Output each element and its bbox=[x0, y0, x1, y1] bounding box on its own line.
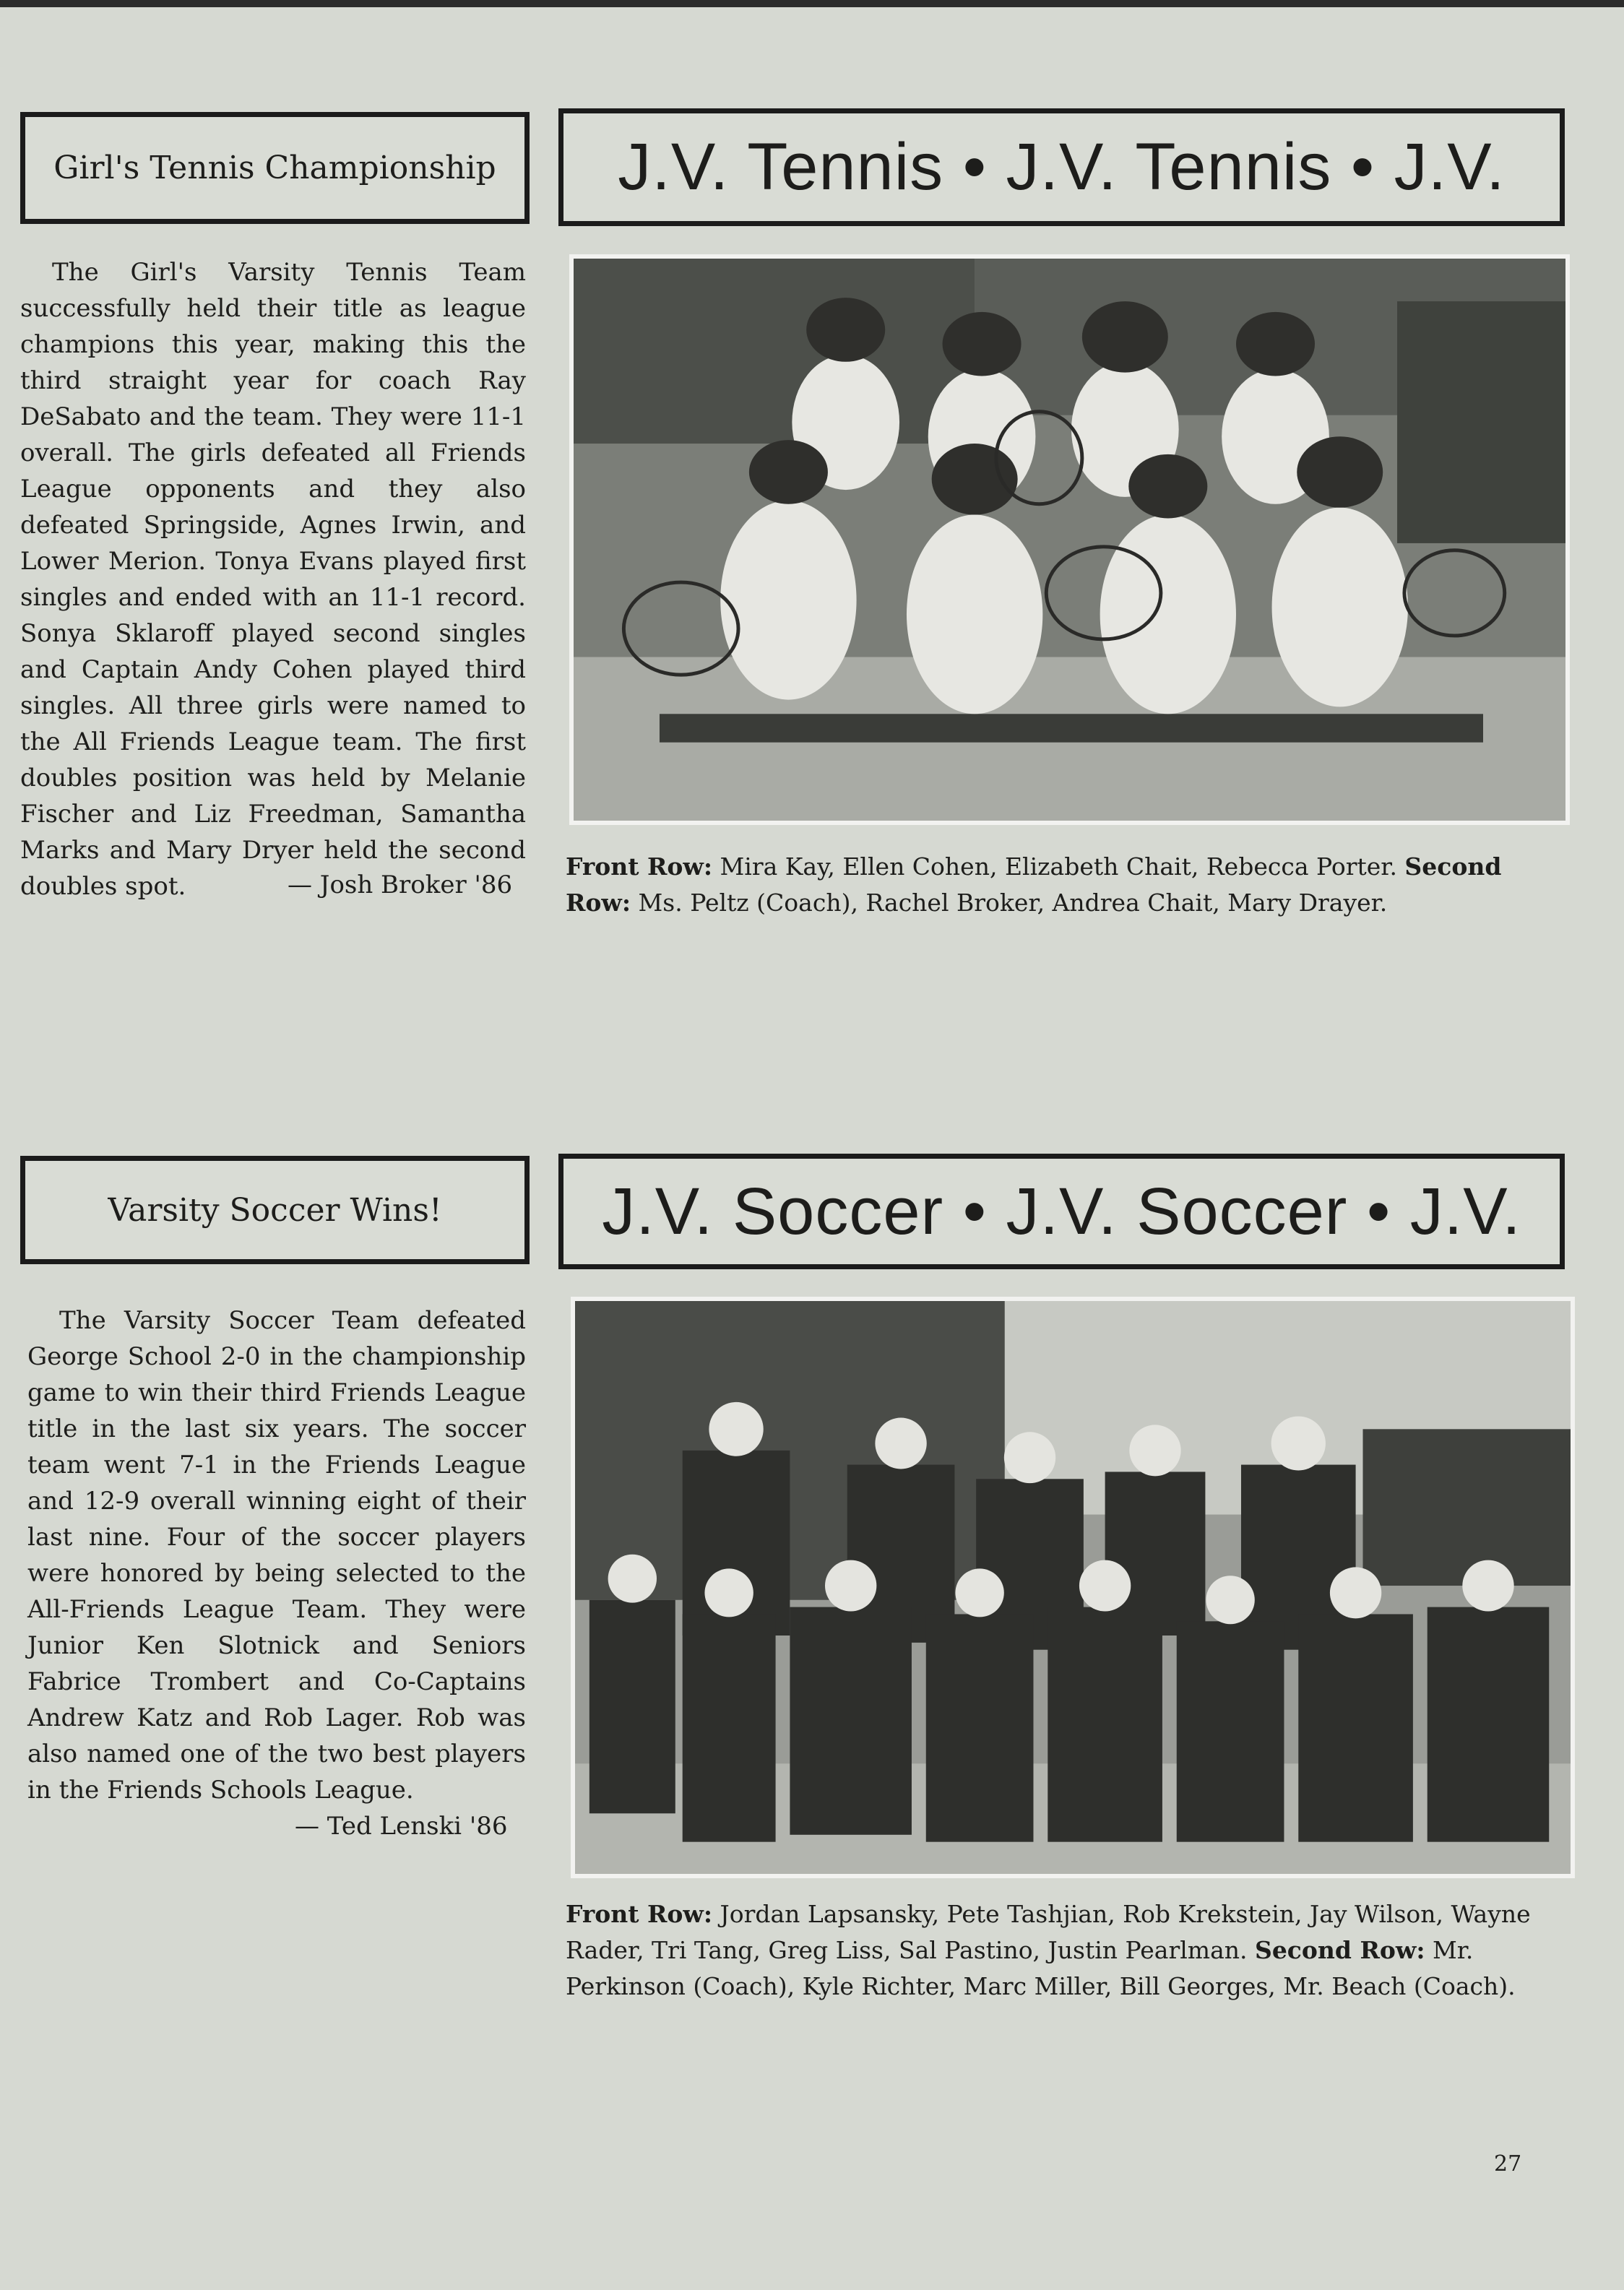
soccer-banner-box bbox=[558, 1154, 1565, 1269]
page-number: 27 bbox=[1494, 2151, 1522, 2177]
soccer-photo-illustration bbox=[575, 1301, 1571, 1874]
soccer-sidebar-heading: Varsity Soccer Wins! bbox=[108, 1191, 442, 1229]
tennis-article-text: The Girl's Varsity Tennis Team successfully held their title as league champions this year, making this the third straight year for coach Ray DeSabato and the team. They were 11-1 overall. The girls defeated all Friends League opponents and they also defeated Springside, Agnes Irwin, and Lower Merion. Tonya Evans played first singles and ended with an 11-1 record. Sonya Sklaroff played second singles and Captain Andy Cohen played third singles. All three girls were named to the All Friends League team. The first doubles position was held by Melanie Fischer and Liz Freedman, Samantha Marks and Mary Dryer held the second doubles spot. bbox=[20, 258, 526, 901]
soccer-caption-front-names: Jordan Lapsansky, Pete Tashjian, Rob Krekstein, Jay Wilson, Wayne Rader, Tri Tang, Greg Liss, Sal Pastino, Justin Pearlman. bbox=[566, 1900, 1531, 1964]
soccer-sidebar-heading-box bbox=[20, 1156, 530, 1264]
tennis-caption-front-label: Front Row: bbox=[566, 852, 712, 881]
soccer-team-photo bbox=[571, 1297, 1575, 1878]
tennis-sidebar-heading-box bbox=[20, 112, 530, 224]
tennis-caption-front-names: Mira Kay, Ellen Cohen, Elizabeth Chait, Rebecca Porter. bbox=[712, 852, 1405, 881]
soccer-byline: — Ted Lenski '86 bbox=[295, 1812, 508, 1841]
tennis-article bbox=[20, 254, 526, 904]
tennis-photo-illustration bbox=[574, 259, 1565, 821]
tennis-byline: — Josh Broker '86 bbox=[288, 870, 513, 899]
tennis-caption-second-label: Second Row: bbox=[566, 852, 1502, 917]
soccer-article-text: The Varsity Soccer Team defeated George School 2-0 in the championship game to win their third Friends League title in the last six years. The soccer team went 7-1 in the Friends League and 12-9 overall winning eight of their last nine. Four of the soccer players were honored by being selected to the All-Friends League Team. They were Junior Ken Slotnick and Seniors Fabrice Trombert and Co-Captains Andrew Katz and Rob Lager. Rob was also named one of the two best players in the Friends Schools League. bbox=[27, 1306, 526, 1805]
page-top-edge bbox=[0, 0, 1624, 7]
tennis-caption bbox=[566, 849, 1573, 921]
tennis-sidebar-heading: Girl's Tennis Championship bbox=[53, 150, 496, 186]
soccer-banner: J.V. Soccer • J.V. Soccer • J.V. bbox=[602, 1174, 1521, 1248]
tennis-banner-box bbox=[558, 108, 1565, 226]
soccer-caption-front-label: Front Row: bbox=[566, 1900, 712, 1928]
soccer-caption bbox=[566, 1896, 1570, 2005]
tennis-banner: J.V. Tennis • J.V. Tennis • J.V. bbox=[618, 130, 1506, 204]
soccer-caption-second-label: Second Row: bbox=[1254, 1936, 1425, 1964]
tennis-team-photo bbox=[569, 254, 1570, 825]
soccer-caption-second-names: Mr. Perkinson (Coach), Kyle Richter, Marc Miller, Bill Georges, Mr. Beach (Coach). bbox=[566, 1936, 1516, 2000]
tennis-caption-second-names: Ms. Peltz (Coach), Rachel Broker, Andrea Chait, Mary Drayer. bbox=[631, 889, 1388, 917]
soccer-article bbox=[27, 1302, 526, 1808]
